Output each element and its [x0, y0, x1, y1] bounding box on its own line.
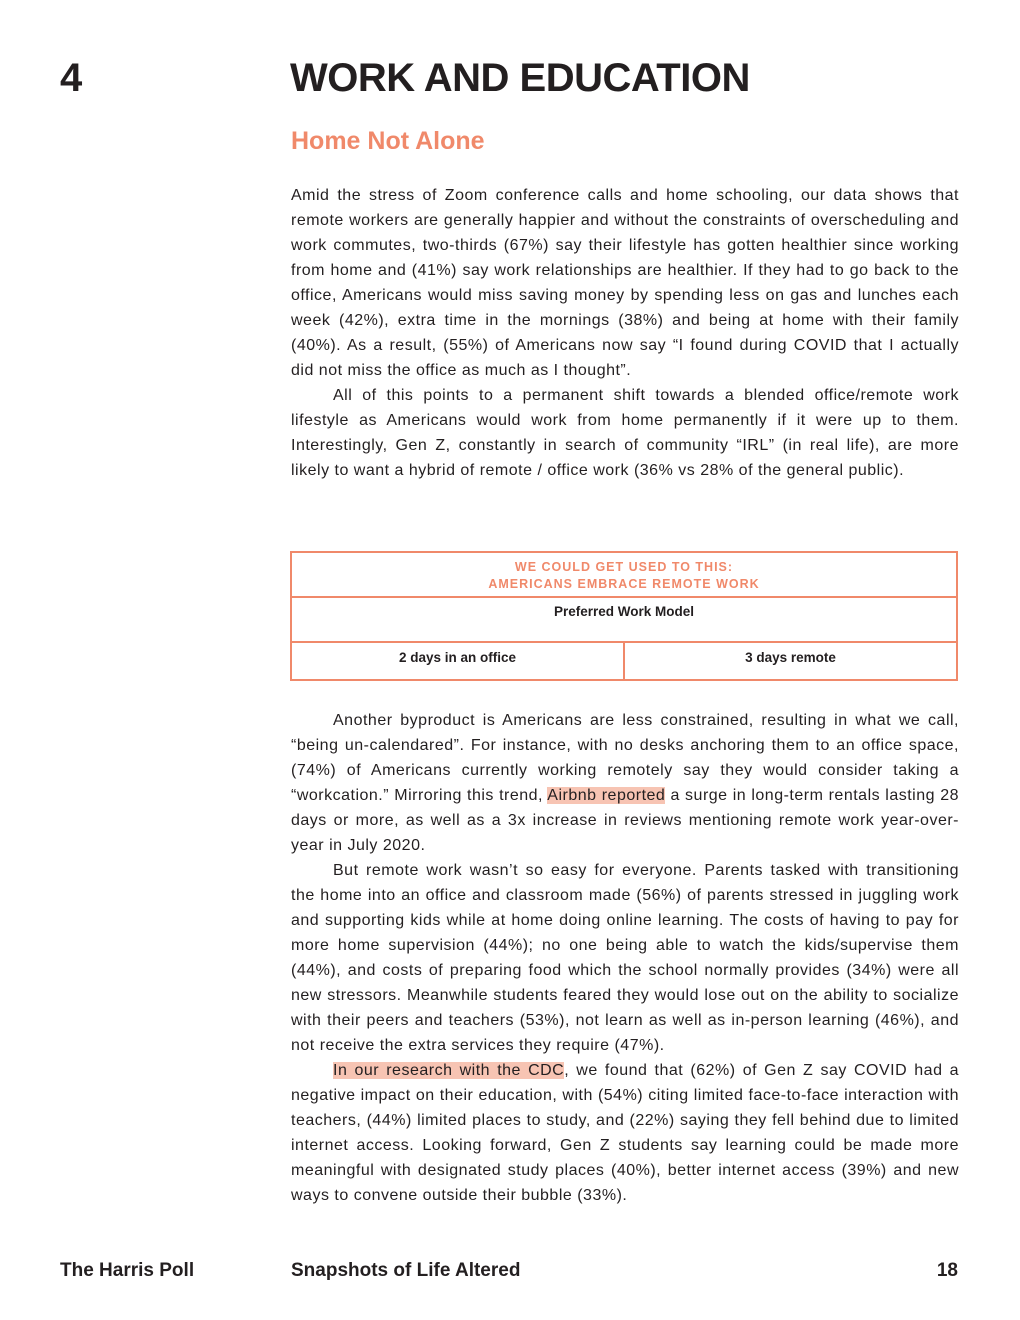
callout-cell-remote: 3 days remote — [745, 650, 836, 665]
paragraph-5 — [291, 1058, 959, 1208]
footer-report-title: Snapshots of Life Altered — [291, 1260, 521, 1281]
paragraph-2: All of this points to a permanent shift towards a blended office/remote work lifestyle as Americans would work from home permanently if it were up to them. Interestingly, Gen Z, constantly in search of community “IRL” (in real life), are more likely to want a hybrid of remote / office work (36% vs 28% of the general public). — [291, 387, 959, 479]
paragraph-3-text-a: Another byproduct is Americans are less constrained, resulting in what we call, “being un-calendared”. For instance, with no desks anchoring them to an office space, (74%) of Americans currently working remotely say they would consider taking a “workcation.” Mirroring this trend, — [291, 712, 959, 804]
chapter-title: WORK AND EDUCATION — [290, 56, 750, 100]
callout-title-line-1: WE COULD GET USED TO THIS: — [514, 560, 734, 574]
section-heading: Home Not Alone — [291, 127, 485, 155]
callout-title — [292, 553, 956, 598]
paragraph-1: Amid the stress of Zoom conference calls and home schooling, our data shows that remote workers are generally happier and without the constraints of overscheduling and work commutes, two-thirds (67%) say their lifestyle has gotten healthier since working from home and (41%) say work relationships are healthier. If they had to go back to the office, Americans would miss saving money by spending less on gas and lunches each week (42%), extra time in the mornings (38%) and being at home with their family (40%). As a result, (55%) of Americans now say “I found during COVID that I actually did not miss the office as much as I thought”. — [291, 187, 959, 379]
chapter-number: 4 — [60, 56, 83, 100]
cdc-research-link[interactable]: In our research with the CDC — [333, 1062, 565, 1079]
paragraph-5-text: , we found that (62%) of Gen Z say COVID had a negative impact on their education, with (54%) citing limited face-to-face interaction with teachers, (44%) limited places to study, and (22%) saying they fell behind due to limited internet access. Looking forward, Gen Z students say learning could be made more meaningful with designated study places (40%), better internet access (39%) and new ways to convene outside their bubble (33%). — [291, 1062, 959, 1204]
callout-title-line-2: AMERICANS EMBRACE REMOTE WORK — [488, 577, 760, 591]
callout-subtitle: Preferred Work Model — [292, 598, 956, 643]
body-text-bottom — [291, 708, 959, 1208]
paragraph-3-text-b: a surge in long-term rentals lasting 28 days or more, as well as a 3x increase in reviews mentioning remote work year-over-year in July 2020. — [291, 787, 960, 854]
paragraph-3 — [291, 708, 959, 858]
paragraph-4: But remote work wasn’t so easy for everyone. Parents tasked with transitioning the home into an office and classroom made (56%) of parents stressed in juggling work and supporting kids while at home doing online learning. The costs of having to pay for more home supervision (44%); no one being able to watch the kids/supervise them (44%), and costs of preparing food which the school normally provides (34%) were all new stressors. Meanwhile students feared they would lose out on the ability to socialize with their peers and teachers (53%), not learn as well as in-person learning (46%), and not receive the extra services they require (47%). — [291, 862, 959, 1054]
footer-publisher: The Harris Poll — [60, 1260, 195, 1281]
airbnb-link[interactable]: Airbnb reported — [547, 787, 666, 804]
page-number: 18 — [936, 1260, 958, 1281]
callout-box — [290, 551, 958, 681]
callout-cell-office: 2 days in an office — [292, 643, 625, 679]
body-text-top — [291, 183, 959, 483]
